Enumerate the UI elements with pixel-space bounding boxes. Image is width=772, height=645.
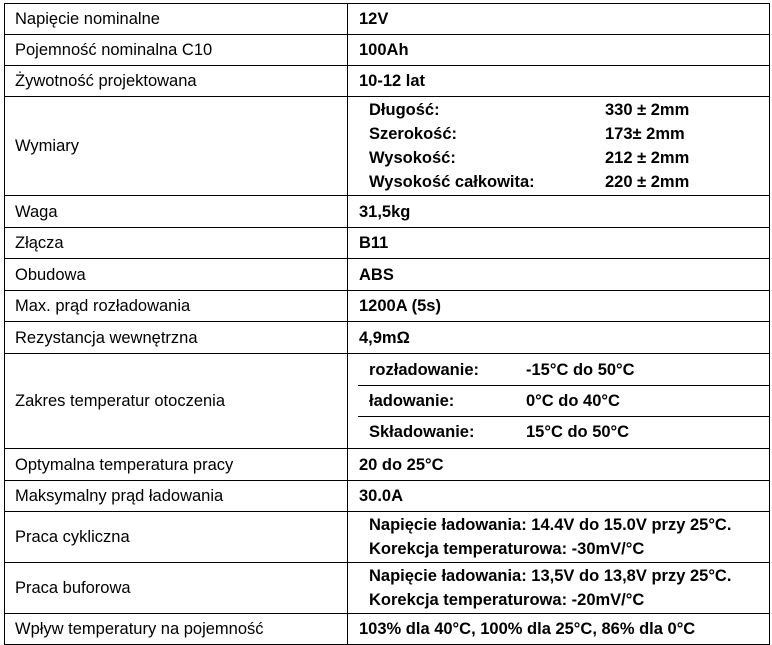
spec-row-float-use bbox=[5, 563, 770, 614]
spec-row-nominal-voltage bbox=[5, 4, 770, 35]
spec-row-design-life bbox=[5, 66, 770, 97]
spec-label: Optymalna temperatura pracy bbox=[5, 449, 348, 481]
spec-label: Praca buforowa bbox=[5, 563, 348, 614]
spec-value: 12V bbox=[348, 4, 770, 35]
spec-row-ambient-temperature bbox=[5, 354, 770, 449]
dimensions-cell bbox=[348, 97, 770, 196]
spec-table bbox=[4, 3, 770, 645]
spec-value: 100Ah bbox=[348, 35, 770, 66]
spec-label: Praca cykliczna bbox=[5, 512, 348, 563]
spec-label: Napięcie nominalne bbox=[5, 4, 348, 35]
spec-row-cyclic-use bbox=[5, 512, 770, 563]
spec-value: 4,9mΩ bbox=[348, 322, 770, 354]
temperature-subrow bbox=[358, 386, 769, 417]
spec-row-nominal-capacity bbox=[5, 35, 770, 66]
spec-row-internal-resistance bbox=[5, 322, 770, 354]
dimension-key: Wysokość: bbox=[369, 149, 456, 167]
spec-label: Zakres temperatur otoczenia bbox=[5, 354, 348, 449]
cyclic-line: Napięcie ładowania: 14.4V do 15.0V przy 25°C. bbox=[369, 516, 732, 534]
spec-value: B11 bbox=[348, 228, 770, 259]
dimension-key: Szerokość: bbox=[369, 125, 458, 143]
spec-row-weight bbox=[5, 196, 770, 228]
temperature-key: ładowanie: bbox=[358, 386, 515, 417]
spec-label: Pojemność nominalna C10 bbox=[5, 35, 348, 66]
spec-value: 10-12 lat bbox=[348, 66, 770, 97]
temperature-cell bbox=[348, 354, 770, 449]
dimension-key: Długość: bbox=[369, 101, 440, 119]
spec-row-terminals bbox=[5, 228, 770, 259]
spec-label: Max. prąd rozładowania bbox=[5, 291, 348, 322]
dimension-key: Wysokość całkowita: bbox=[369, 173, 535, 191]
dimension-value: 173± 2mm bbox=[605, 125, 685, 143]
spec-value: 30.0A bbox=[348, 481, 770, 512]
dimensions-grid bbox=[358, 98, 769, 194]
temperature-value: 0°C do 40°C bbox=[515, 386, 769, 417]
spec-label: Żywotność projektowana bbox=[5, 66, 348, 97]
spec-value: 103% dla 40°C, 100% dla 25°C, 86% dla 0°C bbox=[348, 614, 770, 645]
temperature-value: 15°C do 50°C bbox=[526, 423, 630, 441]
float-line: Napięcie ładowania: 13,5V do 13,8V przy 25°C. bbox=[369, 567, 732, 585]
spec-row-case bbox=[5, 259, 770, 291]
spec-value: ABS bbox=[348, 259, 770, 291]
spec-row-dimensions bbox=[5, 97, 770, 196]
temperature-key: rozładowanie: bbox=[358, 355, 515, 386]
spec-value: 31,5kg bbox=[348, 196, 770, 228]
dimension-value: 330 ± 2mm bbox=[605, 101, 690, 119]
spec-label: Rezystancja wewnętrzna bbox=[5, 322, 348, 354]
spec-label: Obudowa bbox=[5, 259, 348, 291]
temperature-key: Składowanie: bbox=[369, 423, 475, 441]
float-cell bbox=[348, 563, 770, 614]
spec-label: Wymiary bbox=[5, 97, 348, 196]
spec-value: 20 do 25°C bbox=[348, 449, 770, 481]
spec-label: Maksymalny prąd ładowania bbox=[5, 481, 348, 512]
temperature-subrow bbox=[358, 417, 769, 448]
temperature-subrow bbox=[358, 355, 769, 386]
spec-label: Wpływ temperatury na pojemność bbox=[5, 614, 348, 645]
spec-row-max-discharge bbox=[5, 291, 770, 322]
float-line: Korekcja temperaturowa: -20mV/°C bbox=[369, 591, 645, 609]
cyclic-cell bbox=[348, 512, 770, 563]
spec-label: Złącza bbox=[5, 228, 348, 259]
cyclic-line: Korekcja temperaturowa: -30mV/°C bbox=[369, 540, 645, 558]
spec-row-optimal-temperature bbox=[5, 449, 770, 481]
spec-label: Waga bbox=[5, 196, 348, 228]
temperature-subtable bbox=[358, 355, 769, 447]
spec-value: 1200A (5s) bbox=[348, 291, 770, 322]
spec-row-max-charge-current bbox=[5, 481, 770, 512]
dimension-value: 220 ± 2mm bbox=[605, 173, 690, 191]
dimension-value: 212 ± 2mm bbox=[605, 149, 690, 167]
temperature-value: -15°C do 50°C bbox=[515, 355, 769, 386]
